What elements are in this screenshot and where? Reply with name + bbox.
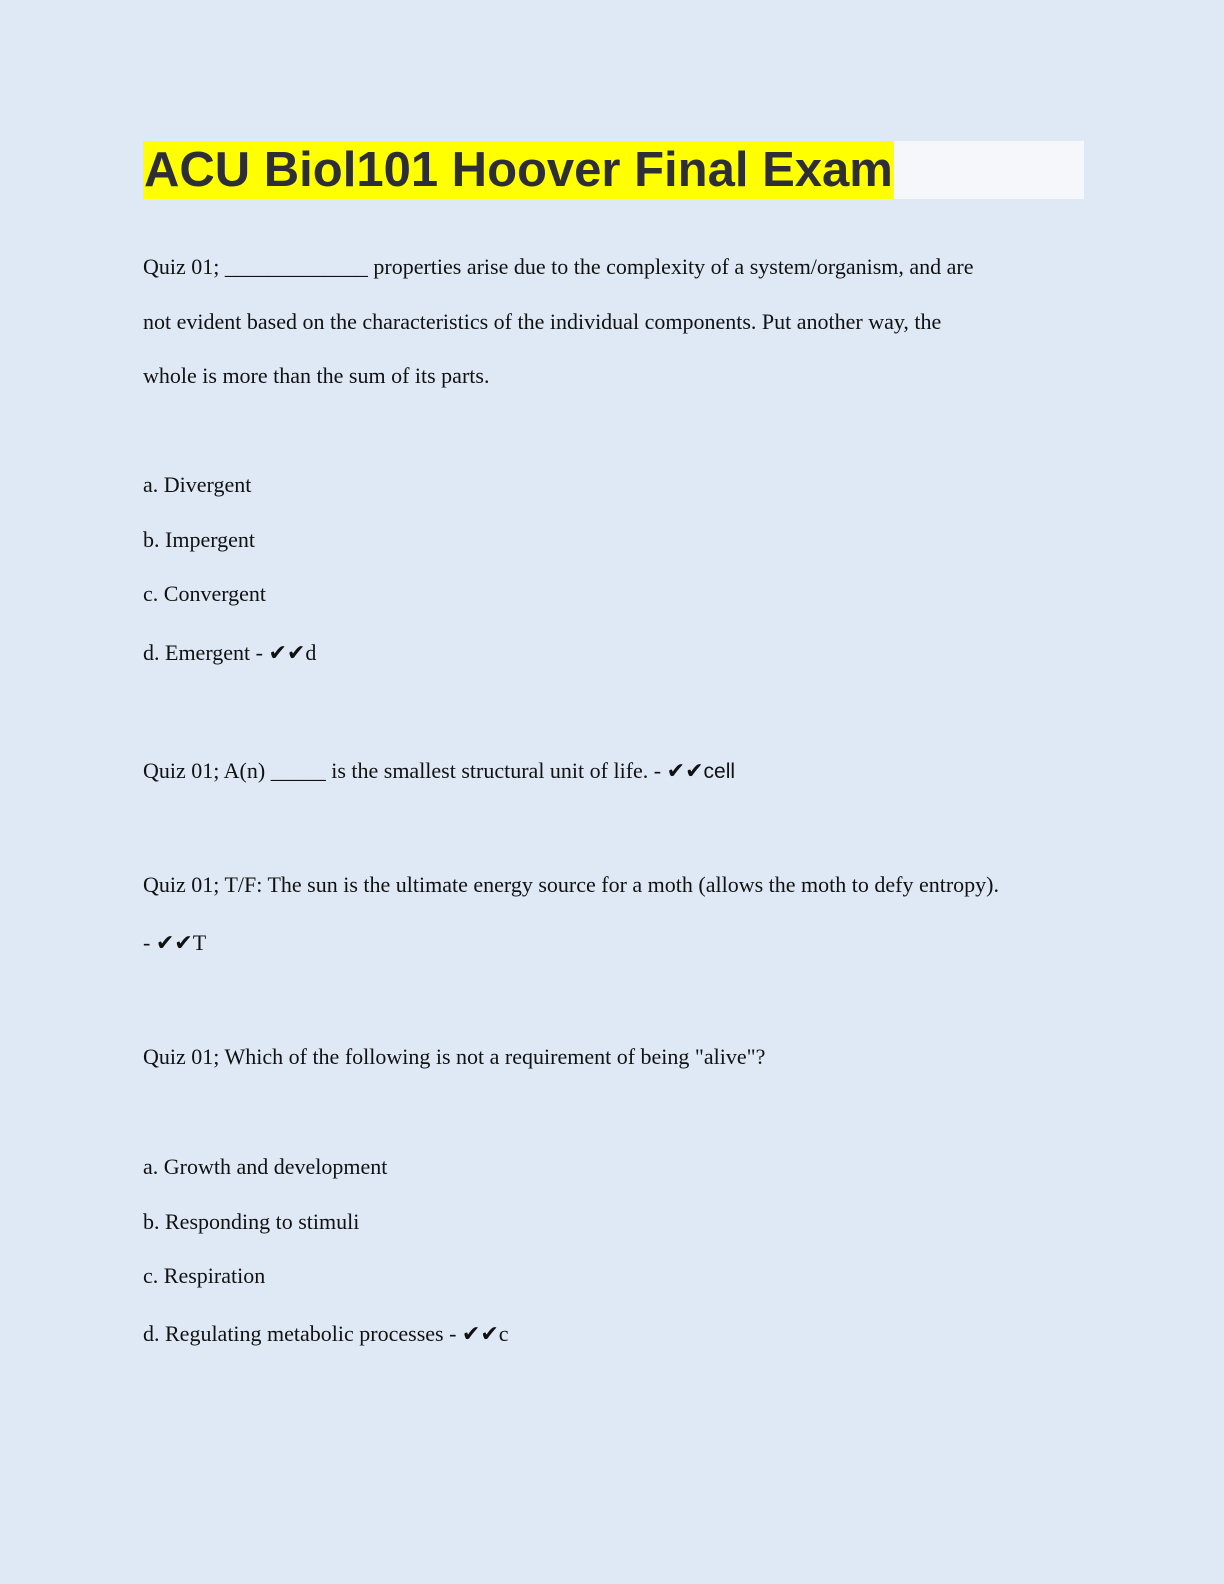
q3-answer: T: [192, 930, 207, 955]
checkmark-icon: ✔✔: [268, 641, 306, 666]
q2-answer: cell: [703, 760, 736, 783]
q4-option-c: c. Respiration: [143, 1263, 266, 1288]
q1-option-d: [143, 640, 316, 667]
checkmark-icon: ✔✔: [461, 1322, 499, 1347]
q2-question: Quiz 01; A(n) _____ is the smallest structural unit of life. -: [143, 758, 667, 783]
q3-text-line-2: [143, 930, 206, 957]
q3-text-line-1: Quiz 01; T/F: The sun is the ultimate energy source for a moth (allows the moth to defy entropy).: [143, 872, 1000, 897]
q1-option-a: a. Divergent: [143, 472, 252, 497]
q4-answer: c: [498, 1321, 509, 1346]
q1-option-d-label: d. Emergent -: [143, 640, 269, 665]
q4-text: Quiz 01; Which of the following is not a requirement of being "alive"?: [143, 1044, 766, 1069]
q1-option-b: b. Impergent: [143, 527, 256, 552]
q1-text-line-3: whole is more than the sum of its parts.: [143, 363, 490, 388]
q1-text-line-1: Quiz 01; _____________ properties arise due to the complexity of a system/organism, and are: [143, 254, 974, 279]
q2-text: [143, 758, 735, 785]
q1-answer: d: [305, 640, 317, 665]
document-title: ACU Biol101 Hoover Final Exam: [144, 143, 893, 197]
q4-option-d: [143, 1321, 509, 1348]
q4-option-d-label: d. Regulating metabolic processes -: [143, 1321, 462, 1346]
q1-text-line-2: not evident based on the characteristics of the individual components. Put another way, the: [143, 309, 942, 334]
q4-option-b: b. Responding to stimuli: [143, 1209, 360, 1234]
q4-option-a: a. Growth and development: [143, 1154, 388, 1179]
title-bar: [143, 141, 1084, 199]
checkmark-icon: ✔✔: [666, 759, 704, 784]
q1-option-c: c. Convergent: [143, 581, 267, 606]
q3-dash: -: [143, 930, 156, 955]
checkmark-icon: ✔✔: [155, 931, 193, 956]
